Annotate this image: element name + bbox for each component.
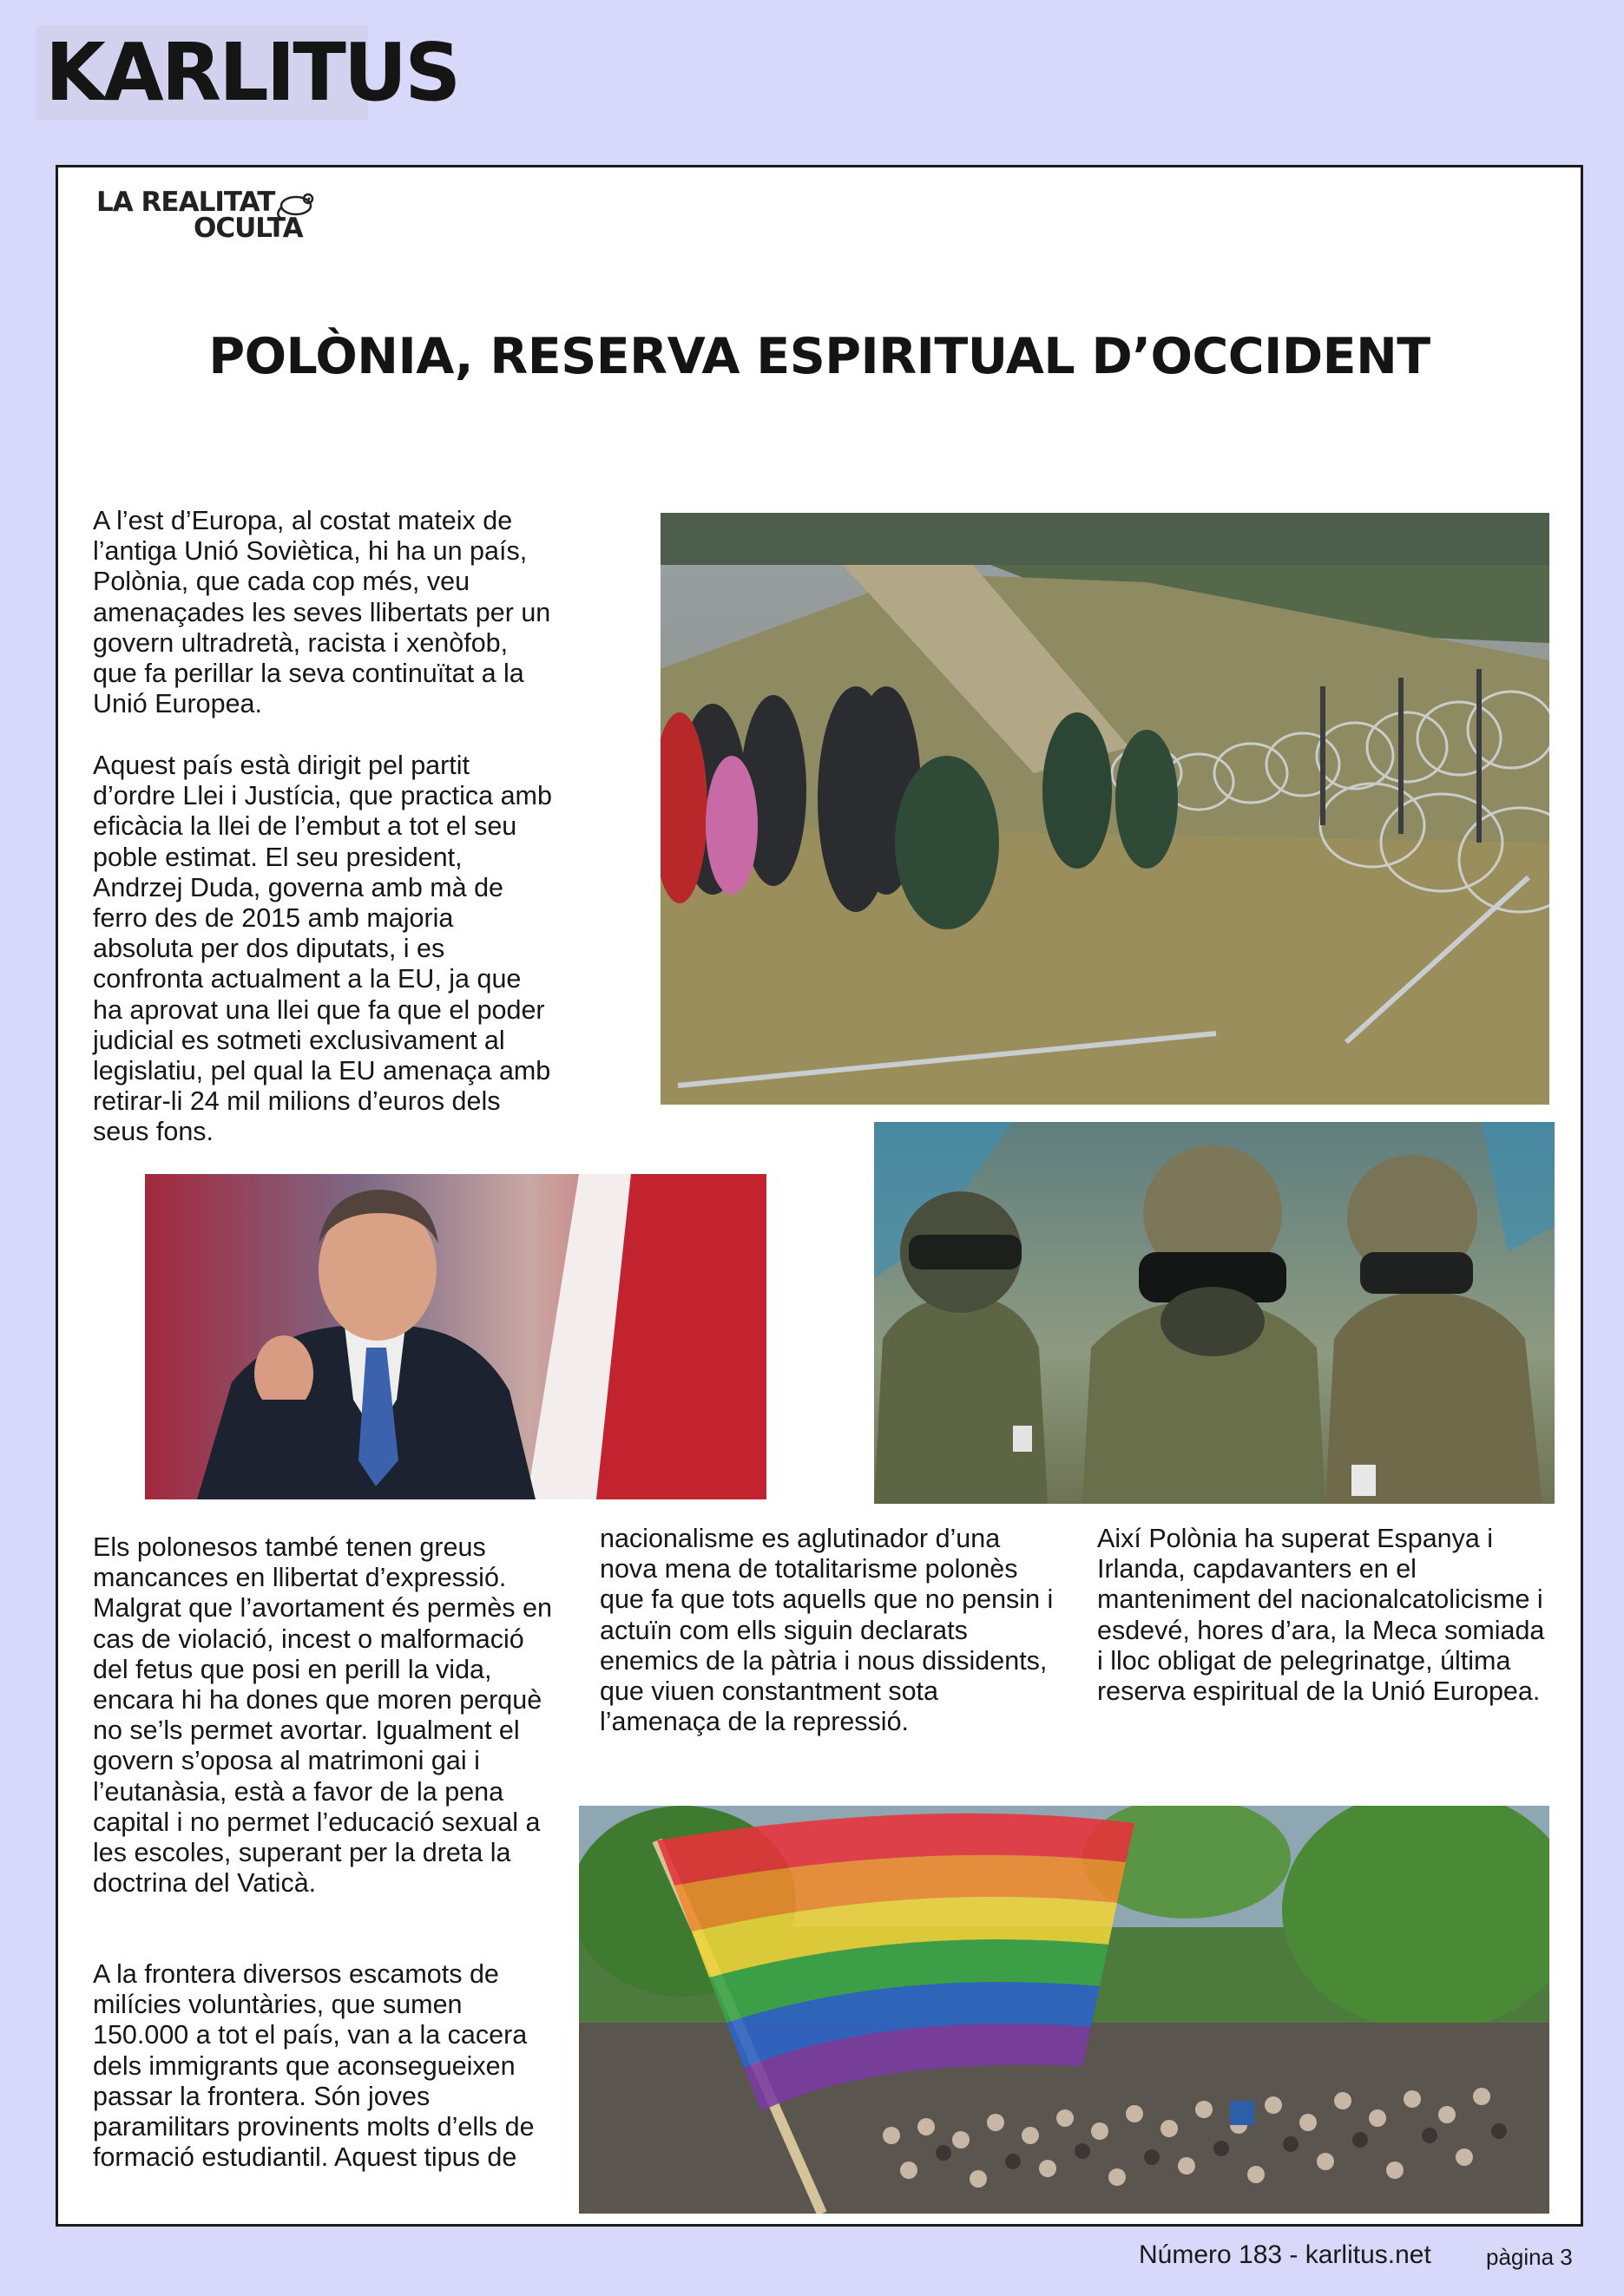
paragraph-conclusion: Així Polònia ha superat Espanya i Irlanda, capdavanters en el manteniment del nacionalcatolicisme i esdevé, hores d’ara, la Meca somiada i lloc obligat de pelegrinatge, última reserva espiritual de la Unió Europea. [1097,1524,1545,1707]
article-page [56,165,1583,2227]
paragraph-freedom: Els polonesos també tenen greus mancances en llibertat d’expressió. Malgrat que l’avortament és permès en cas de violació, incest o malformació del fetus que posi en perill la vida, encara hi ha dones que moren perquè no se’ls permet avortar. Igualment el govern s’oposa al matrimoni gai i l’eutanàsia, està a favor de la pena capital i no permet l’educació sexual a les escoles, superant per la dreta la doctrina del Vaticà. [93,1532,552,1899]
masthead [36,26,459,120]
section-logo-line1: LA REALITAT [96,187,275,218]
article-headline: POLÒNIA, RESERVA ESPIRITUAL D’OCCIDENT [208,328,1430,385]
photo-pride-march [579,1806,1549,2214]
paragraph-border: A la frontera diversos escamots de milícies voluntàries, que sumen 150.000 a tot el país, van a la cacera dels immigrants que aconsegueixen passar la frontera. Són joves paramilitars provinents molts d’ells de formació estudiantil. Aquest tipus de [93,1959,535,2173]
photo-migrants-border-fence [661,513,1549,1105]
rat-icon [273,190,319,220]
photo-president-speaking [145,1174,766,1499]
paragraph-government: Aquest país està dirigit pel partit d’ordre Llei i Justícia, que practica amb eficàcia la llei de l’embut a tot el seu poble estimat. El seu president, Andrzej Duda, governa amb mà de ferro des de 2015 amb majoria absoluta per dos diputats, i es confronta actualment a la EU, ja que ha aprovat una llei que fa que el poder judicial es sotmeti exclusivament al legislatiu, pel qual la EU amenaça amb retirar-li 24 mil milions d’euros dels seus fons. [93,751,552,1147]
paragraph-nationalism: nacionalisme es aglutinador d’una nova mena de totalitarisme polonès que fa que tots aquells que no pensin i actuïn com ells siguin declarats enemics de la pàtria i nous dissidents, que viuen constantment sota l’amenaça de la repressió. [600,1524,1054,1737]
footer-issue: Número 183 - karlitus.net [1139,2240,1431,2269]
photo-soldiers [874,1122,1555,1504]
paragraph-intro: A l’est d’Europa, al costat mateix de l’antiga Unió Soviètica, hi ha un país, Polònia, que cada cop més, veu amenaçades les seves llibertats per un govern ultradretà, racista i xenòfob, que fa perillar la seva continuïtat a la Unió Europea. [93,506,551,719]
section-logo-line2: OCULTA [194,213,303,244]
masthead-title: KARLITUS [45,26,459,119]
section-logo [96,187,313,244]
footer-page-number: pàgina 3 [1486,2244,1573,2270]
